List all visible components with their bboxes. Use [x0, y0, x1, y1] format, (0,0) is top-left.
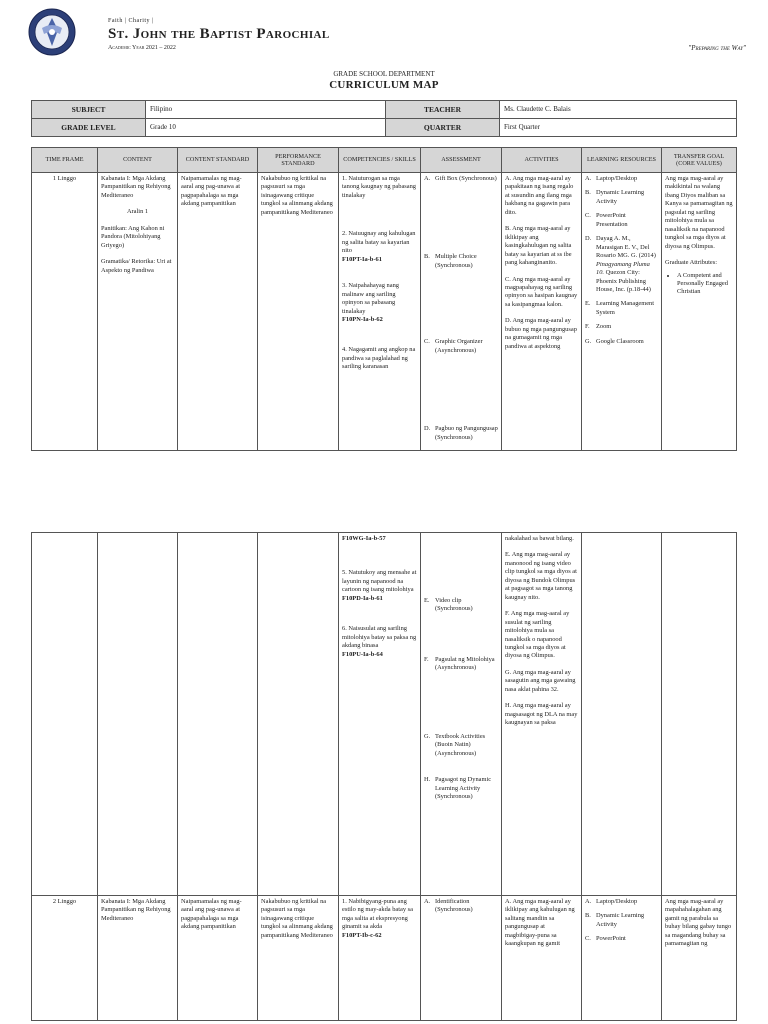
- resource-item: G. Google Classroom: [585, 337, 644, 345]
- assessment-item: F. Pagsulat ng Mitolohiya (Asynchronous): [424, 655, 495, 672]
- assessment-item: B. Multiple Choice (Synchronous): [424, 253, 477, 269]
- curriculum-table-continued: [31, 532, 737, 1021]
- school-name: St. John the Baptist Parochial: [108, 26, 330, 42]
- activity-item: G. Ang mga mag-aaral ay sasagutin ang mga gawaing nasa aklat pahina 32.: [505, 668, 576, 693]
- transfer-goal-cell: [662, 533, 737, 896]
- col-transfer-goal: TRANSFER GOAL (CORE VALUES): [662, 148, 737, 173]
- col-content: CONTENT: [98, 148, 178, 173]
- resource-item: E. Learning Management System: [585, 300, 655, 316]
- panitikan-text: Panitikan: Ang Kahon ni Pandora (Mitolohiyang Griyego): [101, 224, 165, 249]
- competency-item: 5. Natutukoy ang mensahe at layunin ng napanood na cartoon ng isang mitolohiya: [342, 569, 417, 594]
- curriculum-table: [31, 147, 737, 451]
- kabanata-text: Kabanata I: Mga Akdang Pampanitikan ng Rehiyong Mediteraneo: [101, 175, 171, 199]
- competency-item: 1. Nabibigyang-puna ang estilo ng may-akda batay sa mga salita at ekspresyong ginamit sa akda: [342, 898, 413, 931]
- graduate-attribute-item: • A Competent and Personally Engaged Christian: [677, 272, 733, 297]
- competency-code: F10WG-Ia-b-57: [342, 535, 386, 542]
- time-frame-cell: 1 Linggo: [32, 173, 98, 451]
- activities-cell: [502, 173, 582, 451]
- teacher-value: Ms. Claudette C. Balais: [500, 101, 737, 119]
- grade-level-value: Grade 10: [146, 119, 386, 137]
- assessment-cell: [421, 896, 502, 1021]
- col-assessment: ASSESSMENT: [421, 148, 502, 173]
- competency-code: F10PD-Ia-b-61: [342, 594, 383, 602]
- competency-item: 6. Naisusulat ang sariling mitolohiya batay sa paksa ng akdang binasa: [342, 625, 417, 650]
- competencies-cell: [339, 533, 421, 896]
- time-frame-cell: 2 Linggo: [32, 896, 98, 1021]
- competency-code: F10PU-Ia-b-64: [342, 650, 383, 658]
- performance-standard-cell: Nakabubuo ng kritikal na pagsusuri sa mga isinagawang critique tungkol sa alinmang akdang pampanitikang Mediteraneo: [258, 173, 339, 451]
- activity-item: C. Ang mga mag-aaral ay magpapahayag ng sariling opinyon sa hasipan kaugnay sa kasipangmaa kalon.: [505, 275, 578, 308]
- assessment-item: A. Identification (Synchronous): [424, 898, 473, 914]
- activity-item: E. Ang mga mag-aaral ay manonood ng isang video clip tungkol sa mga diyos at diyosa ng Bundok Olimpus at pagsagot sa mga tanong kaugnay nito.: [505, 551, 577, 601]
- competency-item: 2. Naiuugnay ang kahulugan ng salita batay sa kayarian nito: [342, 230, 416, 255]
- content-standard-cell: [178, 533, 258, 896]
- assessment-item: E. Video clip (Synchronous): [424, 597, 473, 613]
- assessment-item: A. Gift Box (Synchronous): [424, 175, 497, 182]
- time-frame-cell: [32, 533, 98, 896]
- competencies-cell: [339, 896, 421, 1021]
- motto-text: Faith | Charity |: [108, 18, 154, 24]
- performance-standard-cell: [258, 533, 339, 896]
- graduate-attributes-label: Graduate Attributes:: [665, 259, 717, 267]
- subject-label: SUBJECT: [32, 101, 146, 119]
- assessment-cell: [421, 173, 502, 451]
- document-title: CURRICULUM MAP: [329, 79, 439, 91]
- resources-cell: [582, 173, 662, 451]
- competency-item: 1. Naiuturogan sa mga tanong kaugnay ng pabasang tinalakay: [342, 175, 417, 199]
- col-activities: ACTIVITIES: [502, 148, 582, 173]
- quarter-value: First Quarter: [500, 119, 737, 137]
- teacher-label: TEACHER: [386, 101, 500, 119]
- col-content-standard: CONTENT STANDARD: [178, 148, 258, 173]
- content-cell: Kabanata I: Mga Akdang Pampanitikan ng Rehiyong Mediteraneo: [98, 896, 178, 1021]
- table-row: [32, 533, 737, 896]
- school-seal-icon: [28, 8, 76, 56]
- department-label: GRADE SCHOOL DEPARTMENT: [333, 70, 435, 78]
- resource-item: A. Laptop/Desktop: [585, 898, 638, 905]
- activities-cell: [502, 533, 582, 896]
- content-cell: [98, 173, 178, 451]
- grade-level-label: GRADE LEVEL: [32, 119, 146, 137]
- activity-item: D. Ang mga mag-aaral ay bubuo ng mga pangungusap na gumagamit ng mga pandiwa at aspektong: [505, 317, 577, 350]
- content-cell: [98, 533, 178, 896]
- performance-standard-cell: Nakabubuo ng kritikal na pagsusuri sa mga isinagawang critique tungkol sa alinmang akdang pampanitikang Mediteraneo: [258, 896, 339, 1021]
- resource-item: B. Dynamic Learning Activity: [585, 189, 645, 205]
- quarter-label: QUARTER: [386, 119, 500, 137]
- activity-item: B. Ang mga mag-aaral ay iklikipay ang kasingkahulugan ng salita batay sa kayarian at ss ibe pang kahanginanito.: [505, 225, 572, 267]
- school-slogan: "Preparing the Way": [688, 44, 746, 52]
- resource-item: F. Zoom: [585, 323, 612, 331]
- content-standard-cell: Naipamamalas ng mag-aaral ang pag-unawa at pagpapahalaga sa mga akdang pampanitikan: [178, 173, 258, 451]
- assessment-item: C. Graphic Organizer (Asynchronous): [424, 338, 483, 354]
- col-performance-standard: PERFORMANCE STANDARD: [258, 148, 339, 173]
- assessment-item: G. Textbook Activities (Buoin Natin) (Asynchronous): [424, 732, 486, 757]
- transfer-goal-text: Ang mga mag-aaral ay makikintal na walang ibang Diyos maliban sa Kanya sa pamamagitan ng pagsulat ng sariling mitolohiya mula sa nasaliksik na napanood tungkol sa mga diyos at diyosa ng Olimpus.: [665, 175, 733, 250]
- col-resources: LEARNING RESOURCES: [582, 148, 662, 173]
- activity-item: H. Ang mga mag-aaral ay magsasagot ng DLA na may kaugnayan sa paksa: [505, 702, 578, 727]
- resources-cell: [582, 533, 662, 896]
- table-row: [32, 896, 737, 1021]
- activity-item: F. Ang mga mag-aaral ay susulat ng sariling mitolohiya mula sa nasaliksik o napanood tungkol sa mga diyos at diyosa ng Olimpus.: [505, 610, 570, 660]
- resources-cell: [582, 896, 662, 1021]
- resource-item: C. PowerPoint: [585, 935, 626, 943]
- col-competencies: COMPETENCIES / SKILLS: [339, 148, 421, 173]
- competency-code: F10PT-Ia-b-61: [342, 255, 382, 263]
- assessment-item: D. Pagbuo ng Pangungusap (Synchronous): [424, 425, 498, 441]
- activity-item: A. Ang mga mag-aaral ay papakitaan ng isang regalo at susundin ang ilang mga hakbang na gagawin para dito.: [505, 175, 574, 216]
- competency-code: F10PT-Ib-c-62: [342, 931, 382, 939]
- activities-cell: A. Ang mga mag-aaral ay iklikipay ang kahulugan ng salitang mandiin sa pangungusap at magbibigay-puna sa kaangkupan ng gamit: [502, 896, 582, 1021]
- content-standard-cell: Naipamamalas ng mag-aaral ang pag-unawa at pagpapahalaga sa mga akdang pampanitikan: [178, 896, 258, 1021]
- resource-item: A. Laptop/Desktop: [585, 175, 638, 182]
- col-time-frame: TIME FRAME: [32, 148, 98, 173]
- header-row: [32, 148, 737, 173]
- academic-year: Academic Year 2021 – 2022: [108, 45, 176, 51]
- page-header: [28, 8, 748, 56]
- subject-value: Filipino: [146, 101, 386, 119]
- aralin-text: Aralin 1: [126, 208, 149, 216]
- table-row: [32, 173, 737, 451]
- competency-item: 3. Naipahahayag nang malinaw ang sariling opinyon sa pabasang tinalakay: [342, 282, 399, 315]
- resource-item: C. PowerPoint Presentation: [585, 212, 628, 228]
- gramatika-text: Gramatika/ Retorika: Uri at Aspekto ng Pandiwa: [101, 258, 172, 274]
- info-table: [31, 100, 737, 137]
- transfer-goal-cell: [662, 173, 737, 451]
- competencies-cell: [339, 173, 421, 451]
- competency-item: 4. Nagagamit ang angkop na pandiwa sa paglalahad ng sariling karanasan: [342, 346, 416, 371]
- assessment-cell: [421, 533, 502, 896]
- resource-item: D. Dayag A. M., Marasigan E. V., Del Rosario MG. G. (2014) Pinagyamang Pluma 10. Quezon City: Phoenix Publishing House, Inc. (p.18-44): [585, 235, 656, 293]
- resource-item: B. Dynamic Learning Activity: [585, 912, 645, 928]
- activity-item: nakalahad sa bawat bilang.: [505, 535, 574, 542]
- assessment-item: H. Pagsagot ng Dynamic Learning Activity (Synchronous): [424, 776, 492, 801]
- competency-code: F10PN-Ia-b-62: [342, 315, 383, 323]
- transfer-goal-cell: Ang mga mag-aaral ay mapahahalagahan ang gamit ng parabula sa buhay bilang gabay tungo sa magandang buhay sa pamamagitan ng: [662, 896, 737, 1021]
